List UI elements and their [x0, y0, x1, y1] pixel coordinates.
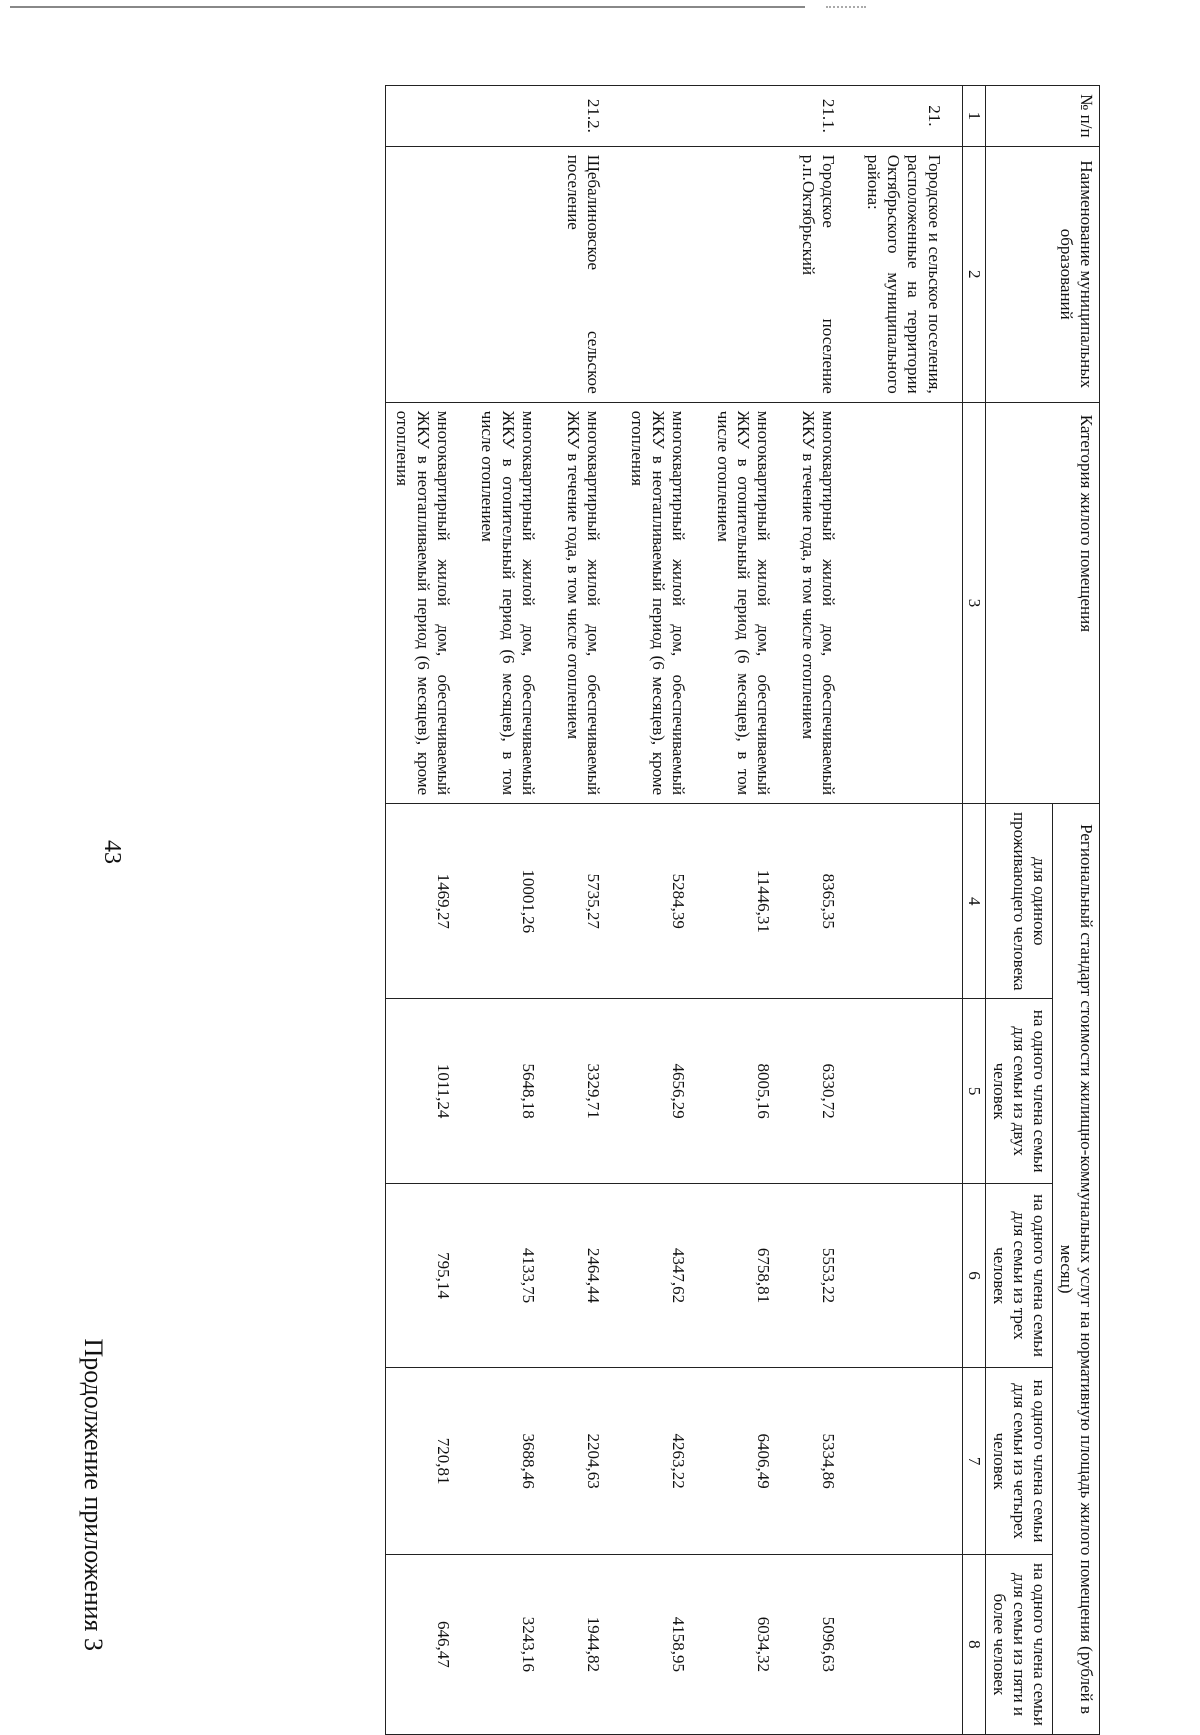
standard-value	[856, 1183, 962, 1367]
header-num: № п/п	[985, 86, 1099, 147]
standard-value: 1011,24	[385, 999, 471, 1183]
column-number: 1	[962, 86, 985, 147]
housing-category: многоквартирный жилой дом, обеспечиваемый ЖКУ в неотапливаемый период (6 месяцев), кроме отопления	[621, 402, 706, 803]
standard-value: 6034,32	[706, 1554, 791, 1734]
municipality-name	[471, 146, 556, 402]
standard-value: 2204,63	[556, 1368, 621, 1555]
standard-value: 5648,18	[471, 999, 556, 1183]
row-number	[471, 86, 556, 147]
header-col5: на одного члена семьи для семьи из двух человек	[985, 999, 1052, 1183]
standard-value: 5096,63	[791, 1554, 856, 1734]
header-category: Категория жилого помещения	[985, 402, 1099, 803]
standard-value	[856, 804, 962, 999]
standard-value: 3329,71	[556, 999, 621, 1183]
standard-value: 5334,86	[791, 1368, 856, 1555]
standard-value: 5553,22	[791, 1183, 856, 1367]
municipality-name	[621, 146, 706, 402]
municipality-name	[385, 146, 471, 402]
housing-standard-table	[385, 85, 1100, 1735]
housing-category: многоквартирный жилой дом, обеспечиваемый ЖКУ в отопительный период (6 месяцев), в том числе отоплением	[471, 402, 556, 803]
housing-category: многоквартирный жилой дом, обеспечиваемый ЖКУ в течение года, в том числе отоплением	[556, 402, 621, 803]
column-numbers-row	[962, 86, 985, 1735]
standard-value: 6406,49	[706, 1368, 791, 1555]
row-number: 21.2.	[556, 86, 621, 147]
header-standard-group: Региональный стандарт стоимости жилищно-коммунальных услуг на нормативную площадь жилого помещения (рублей в месяц)	[1052, 804, 1099, 1735]
table-row	[385, 86, 471, 1735]
standard-value: 1944,82	[556, 1554, 621, 1734]
row-number	[385, 86, 471, 147]
housing-category: многоквартирный жилой дом, обеспечиваемый ЖКУ в неотапливаемый период (6 месяцев), кроме отопления	[385, 402, 471, 803]
standard-value: 3688,46	[471, 1368, 556, 1555]
row-number	[621, 86, 706, 147]
standard-value: 5284,39	[621, 804, 706, 999]
table-row	[556, 86, 621, 1735]
municipality-name: Щебалиновское сельское поселение	[556, 146, 621, 402]
standard-value: 6330,72	[791, 999, 856, 1183]
standard-value: 8365,35	[791, 804, 856, 999]
standard-value: 1469,27	[385, 804, 471, 999]
row-number: 21.1.	[791, 86, 856, 147]
header-col8: на одного члена семьи для семьи из пяти и более человек	[985, 1554, 1052, 1734]
column-number: 6	[962, 1183, 985, 1367]
column-number: 7	[962, 1368, 985, 1555]
standard-value: 2464,44	[556, 1183, 621, 1367]
standard-value: 11446,31	[706, 804, 791, 999]
table-row	[621, 86, 706, 1735]
standard-value: 10001,26	[471, 804, 556, 999]
column-number: 2	[962, 146, 985, 402]
standard-value: 6758,81	[706, 1183, 791, 1367]
table-row	[471, 86, 556, 1735]
standard-value: 4656,29	[621, 999, 706, 1183]
standard-value: 8005,16	[706, 999, 791, 1183]
standard-value	[856, 999, 962, 1183]
standard-value: 5735,27	[556, 804, 621, 999]
standard-value: 646,47	[385, 1554, 471, 1734]
municipality-name	[706, 146, 791, 402]
column-number: 4	[962, 804, 985, 999]
standard-value: 3243,16	[471, 1554, 556, 1734]
header-name: Наименование муниципальных образований	[985, 146, 1099, 402]
table-row	[706, 86, 791, 1735]
table-row	[856, 86, 962, 1735]
standard-value: 795,14	[385, 1183, 471, 1367]
row-number: 21.	[856, 86, 962, 147]
municipality-name: Городское поселение р.п.Октябрьский	[791, 146, 856, 402]
housing-category	[856, 402, 962, 803]
continuation-title: Продолжение приложения 3	[79, 1338, 108, 1651]
municipality-name: Городское и сельское поселения, расположенные на территории Октябрьского муниципального района:	[856, 146, 962, 402]
column-number: 3	[962, 402, 985, 803]
housing-category: многоквартирный жилой дом, обеспечиваемый ЖКУ в отопительный период (6 месяцев), в том числе отоплением	[706, 402, 791, 803]
standard-value: 720,81	[385, 1368, 471, 1555]
header-col7: на одного члена семьи для семьи из четырех человек	[985, 1368, 1052, 1555]
table-body	[385, 86, 962, 1735]
header-col4: для одиноко проживающего человека	[985, 804, 1052, 999]
column-number: 8	[962, 1554, 985, 1734]
housing-category: многоквартирный жилой дом, обеспечиваемый ЖКУ в течение года, в том числе отоплением	[791, 402, 856, 803]
standard-value	[856, 1368, 962, 1555]
standard-value: 4158,95	[621, 1554, 706, 1734]
standard-value	[856, 1554, 962, 1734]
standard-value: 4347,62	[621, 1183, 706, 1367]
table-row	[791, 86, 856, 1735]
header-col6: на одного члена семьи для семьи из трех человек	[985, 1183, 1052, 1367]
page-number: 43	[99, 840, 125, 864]
column-number: 5	[962, 999, 985, 1183]
standard-value: 4133,75	[471, 1183, 556, 1367]
row-number	[706, 86, 791, 147]
standard-value: 4263,22	[621, 1368, 706, 1555]
